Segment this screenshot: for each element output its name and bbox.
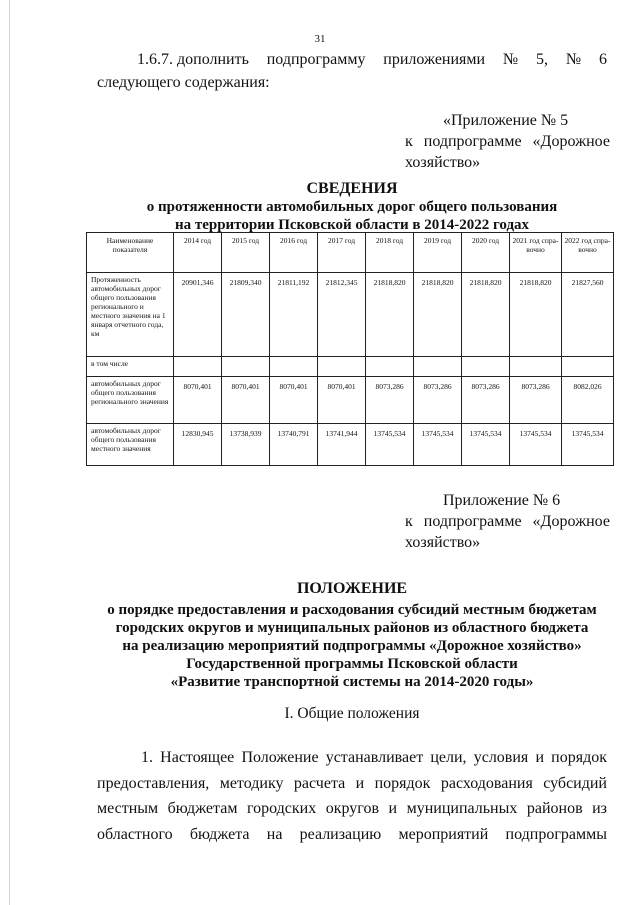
table-header-cell: 2021 год спра-вочно bbox=[510, 233, 562, 273]
table-header-cell: 2020 год bbox=[462, 233, 510, 273]
svedenia-title: СВЕДЕНИЯ bbox=[306, 180, 398, 197]
table-cell: 21811,192 bbox=[270, 273, 318, 357]
table-cell: 12830,945 bbox=[174, 424, 222, 466]
table-cell: 8070,401 bbox=[270, 377, 318, 424]
table-cell: 21818,820 bbox=[414, 273, 462, 357]
svedenia-subtitle: о протяженности автомобильных дорог общего пользования на территории Псковской области в 2014-2022 годах bbox=[146, 199, 558, 233]
table-cell bbox=[366, 357, 414, 377]
table-header-cell: 2015 год bbox=[222, 233, 270, 273]
polozhenie-subtitle: о порядке предоставления и расходования субсидий местным бюджетам городских округов и муниципальных районов из областного бюджета на реализацию мероприятий подпрограммы «Дорожное хозяйство» Государственной программы Псковской области «Развитие транспортной системы на 2014-2020 годы» bbox=[107, 602, 597, 690]
table-cell: 21809,340 bbox=[222, 273, 270, 357]
table-row bbox=[87, 357, 614, 377]
table-cell: 13741,944 bbox=[318, 424, 366, 466]
table-cell bbox=[510, 357, 562, 377]
amendment-paragraph bbox=[97, 48, 607, 94]
table-cell: 21812,345 bbox=[318, 273, 366, 357]
amendment-line-2: следующего содержания: bbox=[97, 74, 270, 91]
table-cell bbox=[318, 357, 366, 377]
table-cell: 13745,534 bbox=[414, 424, 462, 466]
row-label: Протяженность автомобильных дорог общего пользования регионального и местного значения на 1 января отчетного года, км bbox=[87, 273, 174, 357]
table-cell: 8070,401 bbox=[174, 377, 222, 424]
row-label: автомобильных дорог общего пользования местного значения bbox=[87, 424, 174, 466]
table-cell: 21818,820 bbox=[510, 273, 562, 357]
table-cell: 21818,820 bbox=[462, 273, 510, 357]
table-cell: 20901,346 bbox=[174, 273, 222, 357]
table-cell: 8073,286 bbox=[414, 377, 462, 424]
table-cell: 21827,560 bbox=[562, 273, 614, 357]
table-cell: 13745,534 bbox=[562, 424, 614, 466]
table-header-row bbox=[87, 233, 614, 273]
table-cell bbox=[414, 357, 462, 377]
scan-margin-line bbox=[9, 0, 10, 905]
table-row bbox=[87, 273, 614, 357]
table-cell: 8073,286 bbox=[510, 377, 562, 424]
table-row bbox=[87, 377, 614, 424]
body-paragraph: 1. Настоящее Положение устанавливает цели, условия и порядок предоставления, методику расчета и порядок расходования субсидий местным бюджетам городских округов и муниципальных районов из областного бюджета на реализацию мероприятий подпрограммы bbox=[97, 749, 607, 843]
appendix-6-header: Приложение № 6 к подпрограмме «Дорожное хозяйство» bbox=[405, 492, 610, 551]
table-cell: 8073,286 bbox=[462, 377, 510, 424]
table-cell: 21818,820 bbox=[366, 273, 414, 357]
table-cell: 13738,939 bbox=[222, 424, 270, 466]
table-cell bbox=[174, 357, 222, 377]
table-header-cell: 2019 год bbox=[414, 233, 462, 273]
road-length-table bbox=[86, 232, 614, 466]
table-header-cell: 2022 год спра-вочно bbox=[562, 233, 614, 273]
polozhenie-title: ПОЛОЖЕНИЕ bbox=[296, 580, 408, 597]
table-cell bbox=[562, 357, 614, 377]
table-cell: 13740,791 bbox=[270, 424, 318, 466]
table-header-cell: 2016 год bbox=[270, 233, 318, 273]
table-row bbox=[87, 424, 614, 466]
table-cell bbox=[222, 357, 270, 377]
table-header-cell: 2014 год bbox=[174, 233, 222, 273]
table-cell: 8082,026 bbox=[562, 377, 614, 424]
row-label: в том числе bbox=[87, 357, 174, 377]
table-cell bbox=[462, 357, 510, 377]
section-heading: I. Общие положения bbox=[284, 705, 420, 722]
page-number: 31 bbox=[314, 33, 326, 45]
amendment-line-1: 1.6.7. дополнить подпрограмму приложениями № 5, № 6 bbox=[137, 51, 607, 68]
table-cell: 13745,534 bbox=[462, 424, 510, 466]
row-label: автомобильных дорог общего пользования регионального значения bbox=[87, 377, 174, 424]
table-cell: 8070,401 bbox=[318, 377, 366, 424]
appendix-5-header: «Приложение № 5 к подпрограмме «Дорожное хозяйство» bbox=[405, 112, 610, 171]
table-cell: 8070,401 bbox=[222, 377, 270, 424]
table-cell: 8073,286 bbox=[366, 377, 414, 424]
table-header-cell: Наименование показателя bbox=[87, 233, 174, 273]
table-cell: 13745,534 bbox=[510, 424, 562, 466]
table-cell: 13745,534 bbox=[366, 424, 414, 466]
table-header-cell: 2018 год bbox=[366, 233, 414, 273]
table-cell bbox=[270, 357, 318, 377]
table-header-cell: 2017 год bbox=[318, 233, 366, 273]
